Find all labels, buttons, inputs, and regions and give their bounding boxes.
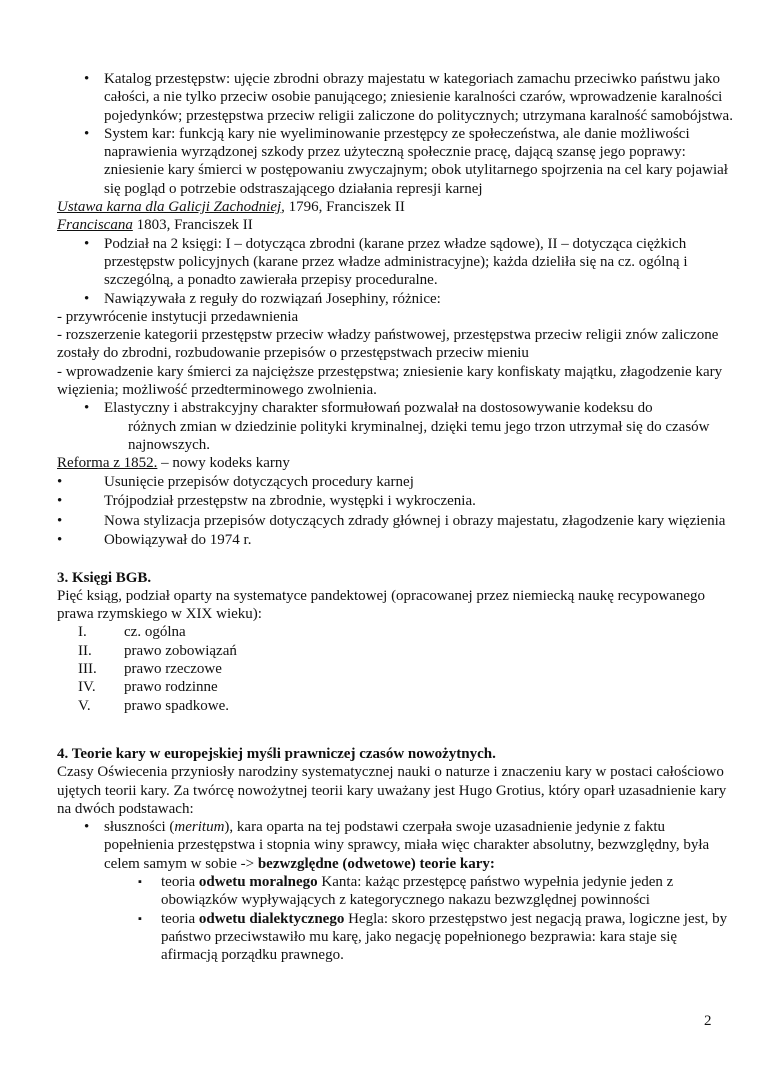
list-item bbox=[57, 642, 733, 660]
list-item: • Obowiązywał do 1974 r. bbox=[57, 531, 733, 551]
difference-item: - rozszerzenie kategorii przestępstw przeciw władzy państwowej, przestępstwa przeciw religii znów zaliczone zostały do zbrodni, rozbudowanie przepisów o przestępstwach przeciw mieniu bbox=[57, 327, 719, 362]
book-name: prawo spadkowe. bbox=[124, 697, 229, 714]
books-list bbox=[57, 623, 733, 714]
bullet-list-reforma bbox=[57, 473, 733, 551]
text: teoria bbox=[161, 910, 199, 927]
list-item bbox=[57, 697, 733, 715]
bullet-list-theories bbox=[57, 818, 733, 873]
list-item: • Nawiązywała z reguły do rozwiązań Josephiny, różnice: bbox=[57, 290, 733, 308]
text-italic: meritum bbox=[174, 819, 225, 836]
text: teoria bbox=[161, 873, 199, 890]
text-bold: odwetu dialektycznego bbox=[198, 910, 345, 927]
list-item: • Usunięcie przepisów dotyczących procedury karnej bbox=[57, 473, 733, 493]
roman-numeral: II. bbox=[78, 642, 92, 659]
list-item: • Katalog przestępstw: ujęcie zbrodni obrazy majestatu w kategoriach zamachu przeciwko państwu jako całości, a nie tylko przeciw osobie panującego; zniesienie karalności czarów, wprowadzenie karalności pojedynków; przestępstwa przeciw religii zaliczone do politycznych; utrzymana karalność samobójstwa. bbox=[57, 70, 733, 125]
difference-item: - przywrócenie instytucji przedawnienia bbox=[57, 308, 299, 325]
sub-bullet-list bbox=[57, 873, 733, 964]
document-page bbox=[57, 70, 733, 964]
roman-numeral: I. bbox=[78, 624, 87, 641]
page-number: 2 bbox=[704, 1013, 712, 1029]
list-item bbox=[57, 873, 733, 910]
bullet-list-franciscana bbox=[57, 235, 733, 308]
section-heading-3: 3. Księgi BGB. bbox=[57, 569, 152, 586]
text: Kanta: każąc przestępcę państwo wypełnia jedynie jeden z obowiązków wypływających z kategorycznego nakazu bezwzględnej powinności bbox=[161, 873, 674, 909]
section-4-intro: Czasy Oświecenia przyniosły narodziny systematycznej nauki o naturze i znaczeniu kary w postaci całościowo ujętych teorii kary. Za twórcę nowożytnej teorii kary uważany jest Hugo Grotius, który oparł uzasadnienie kary na dwóch podstawach: bbox=[57, 764, 727, 817]
list-item: • Nowa stylizacja przepisów dotyczących zdrady głównej i obrazy majestatu, złagodzenie kary więzienia bbox=[57, 512, 733, 532]
difference-item: - wprowadzenie kary śmierci za najcięższe przestępstwa; zniesienie kary konfiskaty majątku, złagodzenie kary więzienia; możliwość przedterminowego zwolnienia. bbox=[57, 363, 723, 399]
list-item bbox=[57, 623, 733, 641]
ustawa-info: , 1796, Franciszek II bbox=[281, 199, 405, 216]
reforma-line bbox=[57, 454, 733, 472]
list-item bbox=[57, 910, 733, 965]
reforma-title: Reforma z 1852. bbox=[57, 455, 158, 472]
list-item-text: Elastyczny i abstrakcyjny charakter sformułowań pozwalał na dostosowywanie kodeksu do bbox=[104, 400, 653, 417]
text: Hegla: skoro przestępstwo jest negacją prawa, logiczne jest, by państwo przeciwstawiło mu karę, jako negację popełnionego bezprawia: kara staje się afirmacją porządku prawnego. bbox=[161, 910, 728, 964]
section-3-intro: Pięć ksiąg, podział oparty na systematyce pandektowej (opracowanej przez niemiecką naukę recypowanego prawa rzymskiego w XIX wieku): bbox=[57, 587, 706, 623]
reforma-info: – nowy kodeks karny bbox=[157, 455, 290, 472]
list-item bbox=[57, 678, 733, 696]
book-name: prawo rzeczowe bbox=[124, 661, 222, 678]
franciscana-info: 1803, Franciszek II bbox=[132, 217, 253, 234]
list-item: • System kar: funkcją kary nie wyeliminowanie przestępcy ze społeczeństwa, ale danie możliwości naprawienia wyrządzonej szkody przez użyteczną społecznie pracę, dającą szansę jego poprawy: zniesienie kary śmierci w postępowaniu zwyczajnym; obok utylitarnego spojrzenia na cel kary pojawiał się pogląd o potrzebie odstraszającego działania represji karnej bbox=[57, 125, 733, 198]
book-name: cz. ogólna bbox=[124, 624, 186, 641]
roman-numeral: III. bbox=[78, 661, 97, 678]
list-item bbox=[57, 399, 733, 454]
bullet-list-katalog bbox=[57, 70, 733, 198]
book-name: prawo zobowiązań bbox=[124, 642, 237, 659]
franciscana-line bbox=[57, 216, 733, 234]
text-bold: odwetu moralnego bbox=[198, 873, 318, 890]
ustawa-title: Ustawa karna dla Galicji Zachodniej bbox=[57, 199, 282, 216]
list-item: • Trójpodział przestępstw na zbrodnie, występki i wykroczenia. bbox=[57, 492, 733, 512]
text-bold: bezwzględne (odwetowe) teorie kary: bbox=[257, 855, 495, 872]
list-item-text: różnych zmian w dziedzinie polityki kryminalnej, dzięki temu jego trzon utrzymał się do czasów najnowszych. bbox=[128, 418, 710, 453]
roman-numeral: IV. bbox=[78, 679, 96, 696]
list-item bbox=[57, 660, 733, 678]
list-item bbox=[57, 818, 733, 873]
franciscana-title: Franciscana bbox=[57, 217, 133, 234]
list-item: • Podział na 2 księgi: I – dotycząca zbrodni (karane przez władze sądowe), II – dotycząca ciężkich przestępstw policyjnych (karane przez władze administracyjne); każda dzieliła się na cz. ogólną i szczególną, a ponadto zawierała przepisy proceduralne. bbox=[57, 235, 733, 290]
text: ), kara oparta na tej podstawi czerpała swoje uzasadnienie jedynie z faktu popełnienia przestępstwa i stopnia winy sprawcy, miała więc charakter absolutny, bezwzględny, była celem samym w sobie -> bbox=[104, 819, 710, 872]
ustawa-line bbox=[57, 198, 733, 216]
section-heading-4: 4. Teorie kary w europejskiej myśli prawniczej czasów nowożytnych. bbox=[57, 745, 496, 762]
text: słuszności ( bbox=[104, 819, 175, 836]
book-name: prawo rodzinne bbox=[124, 679, 218, 696]
roman-numeral: V. bbox=[78, 697, 91, 714]
